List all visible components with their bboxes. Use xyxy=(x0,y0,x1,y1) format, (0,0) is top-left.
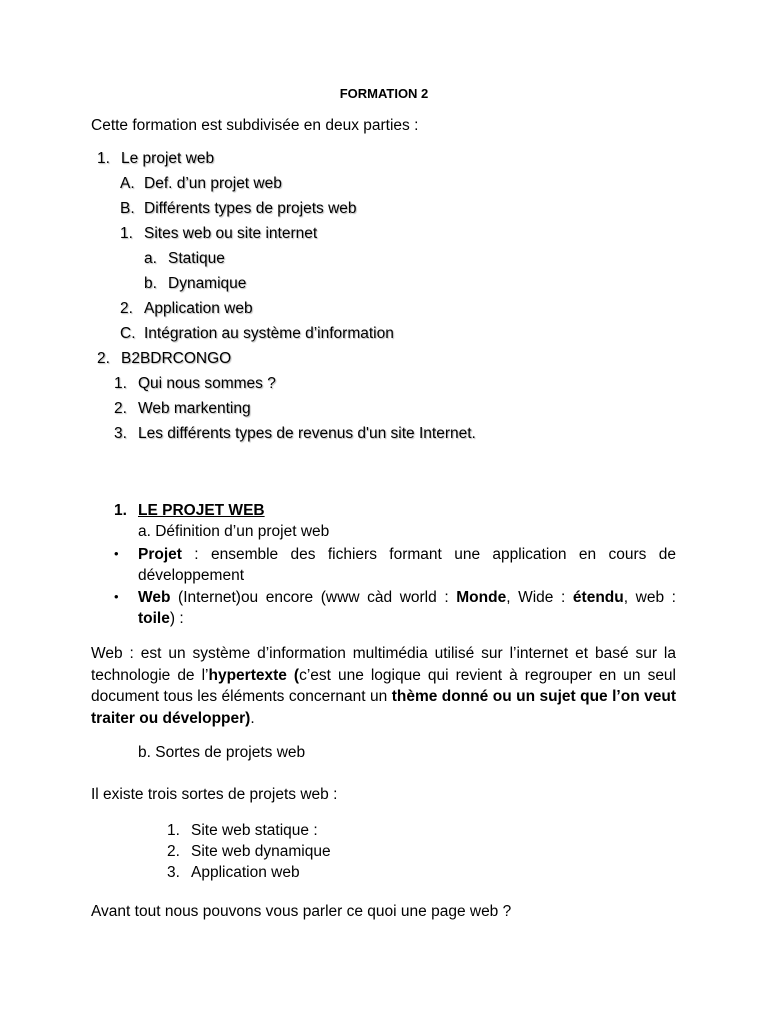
outline-item-1b1: 1. Sites web ou site internet xyxy=(120,225,318,242)
bullet-web: Web (Internet)ou encore (www càd world : Monde, Wide : étendu, web : toile) : xyxy=(138,589,676,627)
outline-item-1b: B. Différents types de projets web xyxy=(120,200,357,217)
outline-item-2-3: 3. Les différents types de revenus d'un site Internet. xyxy=(114,425,476,442)
subheading-b: b. Sortes de projets web xyxy=(138,744,306,761)
outline-item-2: 2. B2BDRCONGO xyxy=(97,350,232,367)
outline-item-1b1b: b. Dynamique xyxy=(144,275,247,292)
bullet-projet: Projet : ensemble des fichiers formant une application en cours de développement xyxy=(138,546,676,584)
outline-item-2-2: 2. Web markenting xyxy=(114,400,251,417)
outline-item-1b2: 2. Application web xyxy=(120,300,253,317)
web-definition-paragraph: Web : est un système d’information multimédia utilisé sur l’internet et basé sur la technologie de l’hypertexte (c’est une logique qui revient à regrouper en un seul document tous les éléments concernant un thème donné ou un sujet que l’on veut traiter ou développer). xyxy=(91,645,676,727)
bullet-dot-1: • xyxy=(114,546,119,561)
page-title: FORMATION 2 xyxy=(339,86,429,101)
outline-item-1: 1. Le projet web xyxy=(97,150,215,167)
outline-item-2-1: 1. Qui nous sommes ? xyxy=(114,375,276,392)
closing-question: Avant tout nous pouvons vous parler ce quoi une page web ? xyxy=(91,903,512,920)
subheading-a: a. Définition d’un projet web xyxy=(138,523,330,540)
section-heading: 1. LE PROJET WEB xyxy=(114,502,265,519)
kinds-item-2: 2. Site web dynamique xyxy=(167,843,331,860)
kinds-item-1: 1. Site web statique : xyxy=(167,822,318,839)
outline-item-1c: C. Intégration au système d’information xyxy=(120,325,394,342)
kinds-item-3: 3. Application web xyxy=(167,864,300,881)
bullet-dot-2: • xyxy=(114,589,119,604)
intro-text: Cette formation est subdivisée en deux parties : xyxy=(91,117,419,134)
kinds-intro: Il existe trois sortes de projets web : xyxy=(91,786,338,803)
outline-item-1a: A. Def. d’un projet web xyxy=(120,175,282,192)
outline-item-1b1a: a. Statique xyxy=(144,250,225,267)
